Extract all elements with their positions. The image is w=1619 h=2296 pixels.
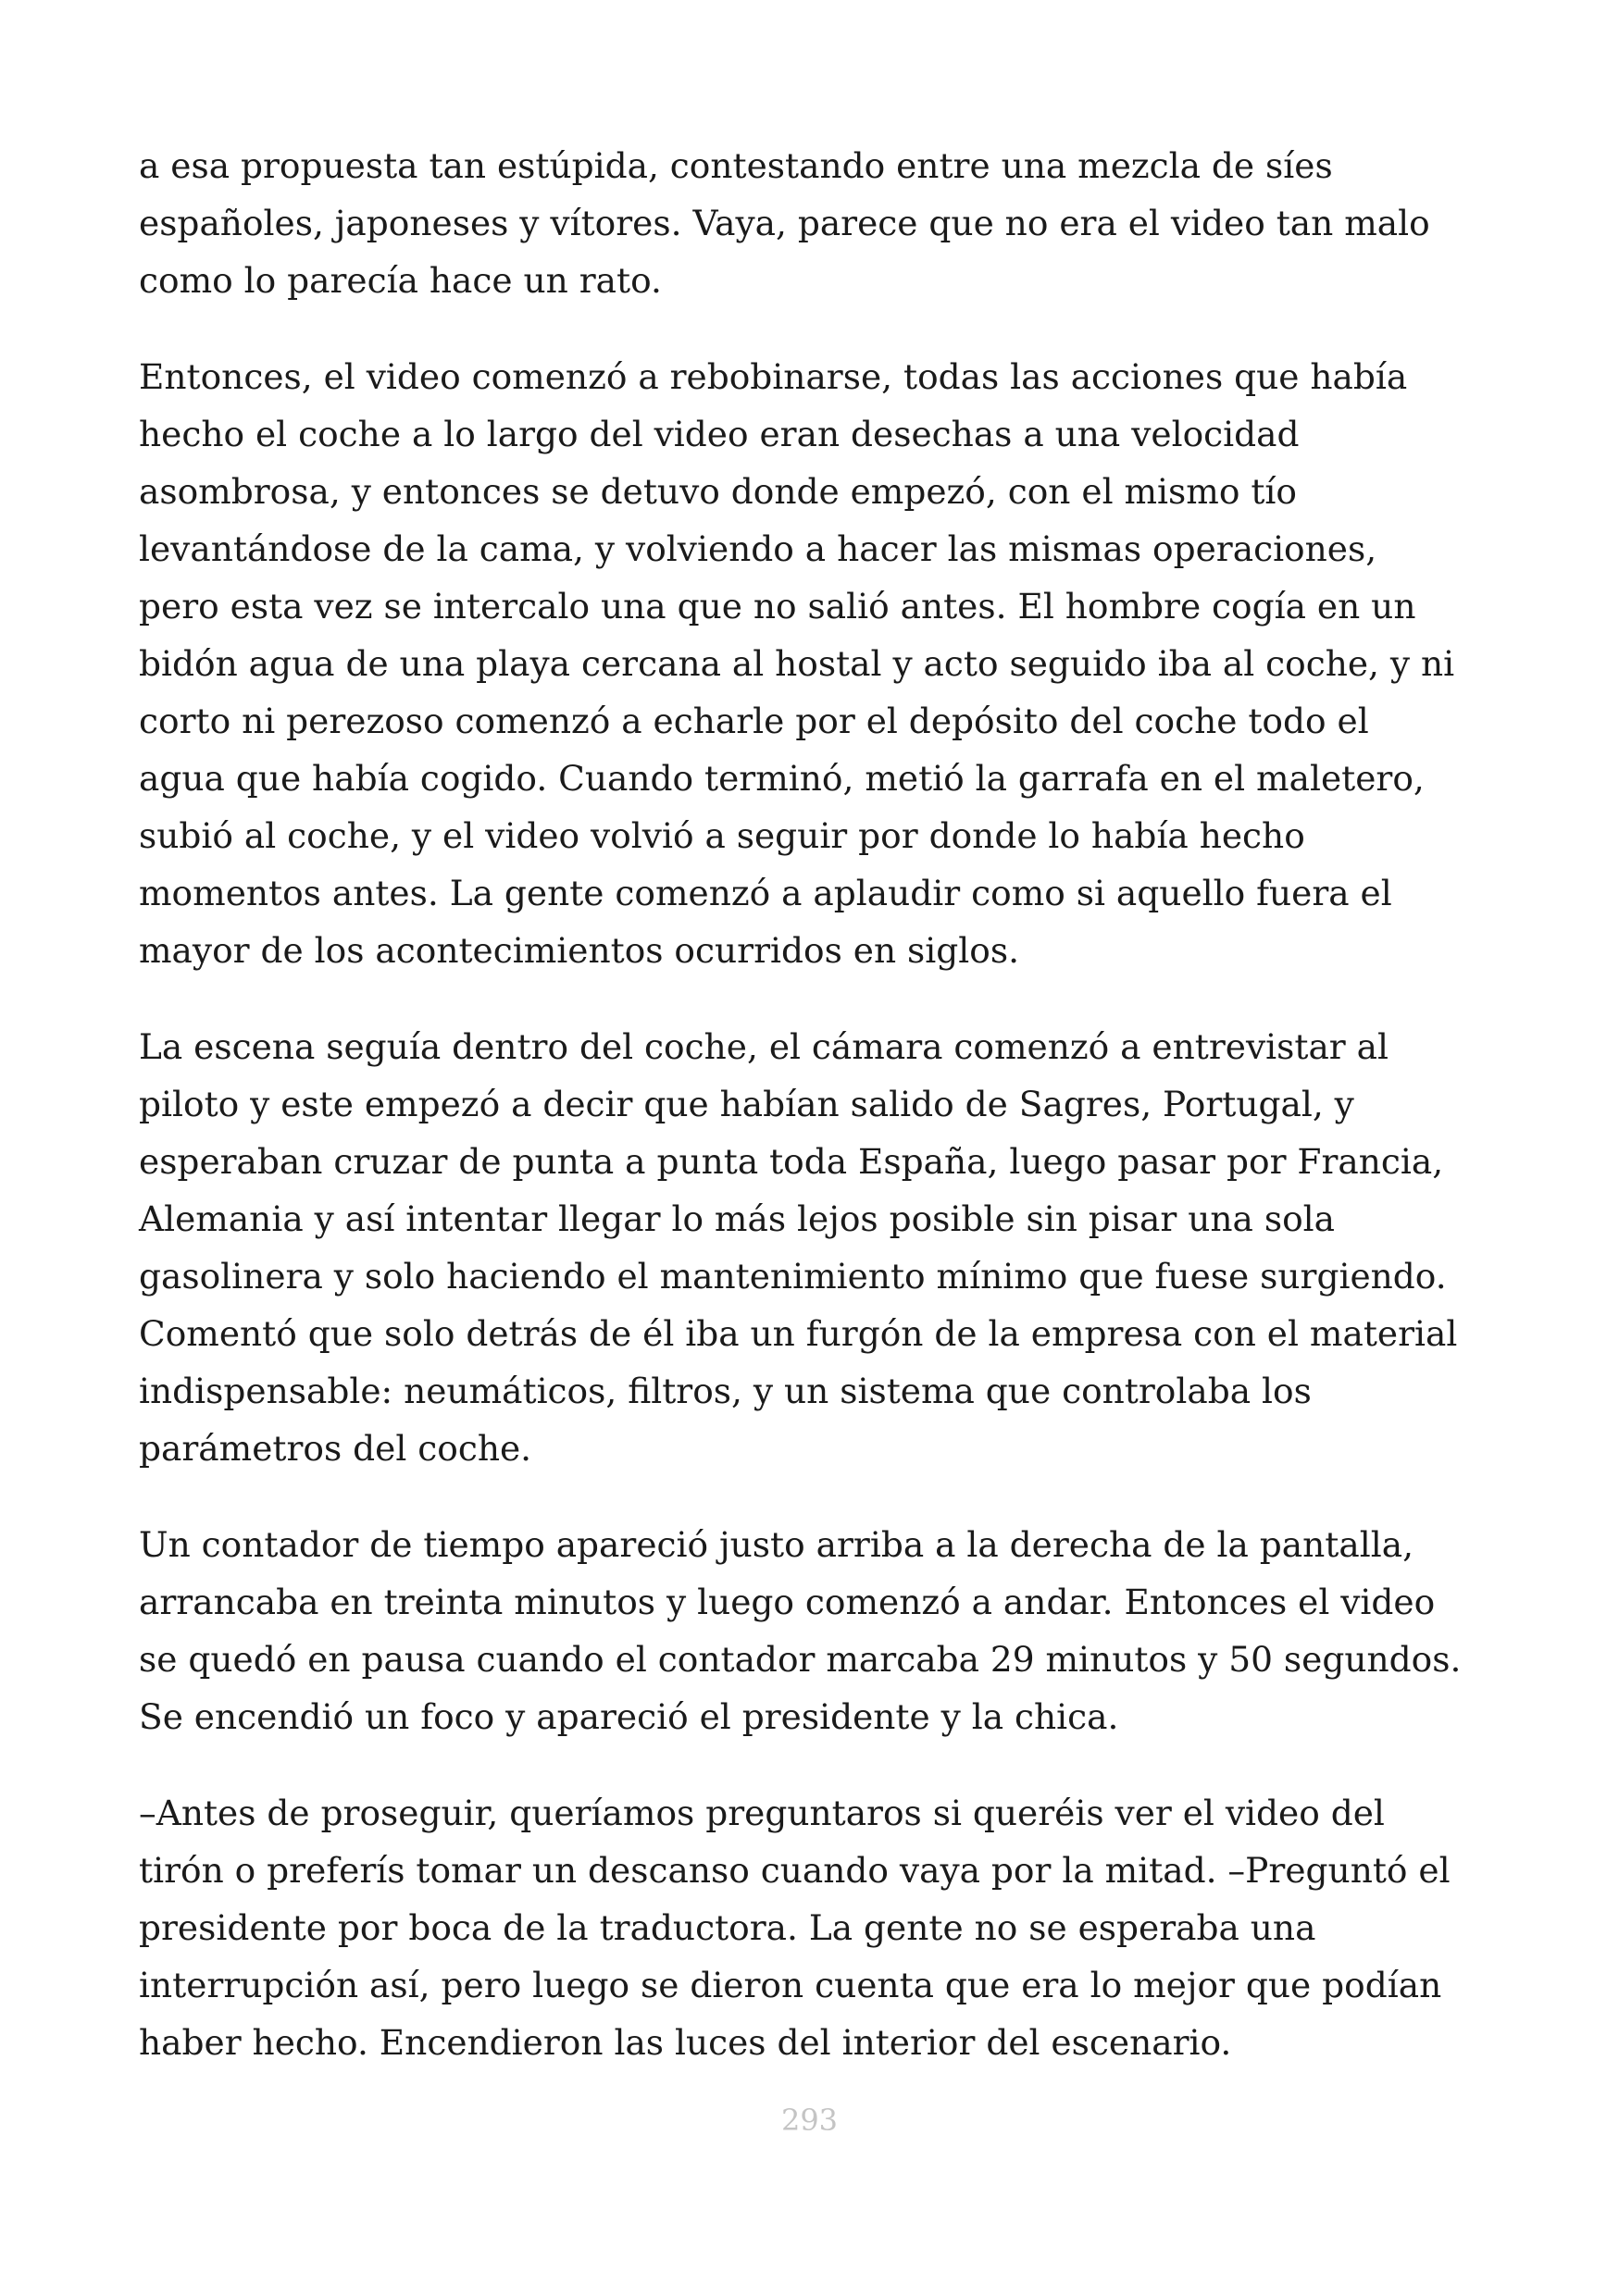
text-line: –Antes de proseguir, queríamos preguntaros si queréis ver el video del [139, 1793, 1385, 1833]
text-line: corto ni perezoso comenzó a echarle por el depósito del coche todo el [139, 701, 1369, 741]
text-line: subió al coche, y el video volvió a seguir por donde lo había hecho [139, 815, 1305, 856]
paragraph-5 [139, 1784, 1509, 2071]
text-line: Un contador de tiempo apareció justo arriba a la derecha de la pantalla, [139, 1524, 1414, 1565]
text-line: La escena seguía dentro del coche, el cámara comenzó a entrevistar al [139, 1026, 1389, 1067]
text-line: se quedó en pausa cuando el contador marcaba 29 minutos y 50 segundos. [139, 1639, 1462, 1680]
text-line: hecho el coche a lo largo del video eran desechas a una velocidad [139, 414, 1300, 454]
text-line: esperaban cruzar de punta a punta toda España, luego pasar por Francia, [139, 1141, 1444, 1182]
text-line: momentos antes. La gente comenzó a aplaudir como si aquello fuera el [139, 873, 1392, 913]
text-line: levantándose de la cama, y volviendo a hacer las mismas operaciones, [139, 528, 1377, 569]
paragraph-3 [139, 1018, 1509, 1477]
page-body [139, 137, 1509, 2110]
text-line: Entonces, el video comenzó a rebobinarse, todas las acciones que había [139, 356, 1408, 397]
text-line: españoles, japoneses y vítores. Vaya, parece que no era el video tan malo [139, 203, 1430, 243]
text-line: agua que había cogido. Cuando terminó, metió la garrafa en el maletero, [139, 758, 1425, 799]
text-line: interrupción así, pero luego se dieron cuenta que era lo mejor que podían [139, 1965, 1442, 2005]
page-number: 293 [780, 2103, 839, 2138]
text-line: bidón agua de una playa cercana al hostal y acto seguido iba al coche, y ni [139, 643, 1455, 684]
paragraph-2 [139, 348, 1509, 979]
text-line: pero esta vez se intercalo una que no salió antes. El hombre cogía en un [139, 586, 1416, 627]
text-line: piloto y este empezó a decir que habían salido de Sagres, Portugal, y [139, 1084, 1354, 1124]
text-line: Alemania y así intentar llegar lo más lejos posible sin pisar una sola [139, 1198, 1336, 1239]
text-line: Se encendió un foco y apareció el presidente y la chica. [139, 1696, 1119, 1737]
paragraph-4 [139, 1516, 1509, 1745]
text-line: presidente por boca de la traductora. La gente no se esperaba una [139, 1907, 1316, 1948]
text-line: gasolinera y solo haciendo el mantenimiento mínimo que fuese surgiendo. [139, 1256, 1447, 1297]
text-line: indispensable: neumáticos, filtros, y un sistema que controlaba los [139, 1371, 1312, 1411]
text-line: mayor de los acontecimientos ocurridos en siglos. [139, 930, 1019, 971]
text-line: parámetros del coche. [139, 1428, 532, 1469]
text-line: arrancaba en treinta minutos y luego comenzó a andar. Entonces el video [139, 1582, 1436, 1622]
text-line: Comentó que solo detrás de él iba un furgón de la empresa con el material [139, 1313, 1458, 1354]
text-line: asombrosa, y entonces se detuvo donde empezó, con el mismo tío [139, 471, 1297, 512]
text-line: a esa propuesta tan estúpida, contestando entre una mezcla de síes [139, 145, 1333, 186]
paragraph-1 [139, 137, 1509, 309]
text-line: haber hecho. Encendieron las luces del interior del escenario. [139, 2022, 1232, 2063]
text-line: como lo parecía hace un rato. [139, 260, 662, 301]
text-line: tirón o preferís tomar un descanso cuando vaya por la mitad. –Preguntó el [139, 1850, 1451, 1891]
